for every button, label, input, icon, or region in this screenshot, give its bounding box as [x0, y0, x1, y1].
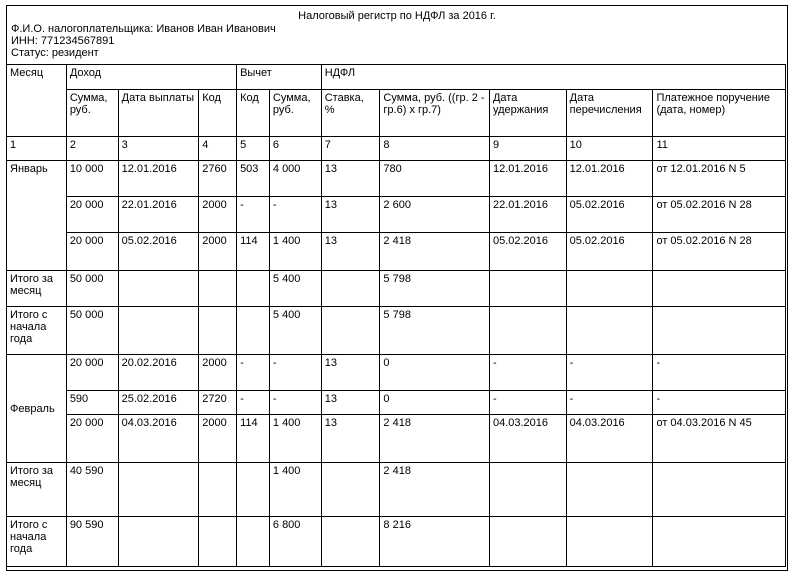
taxpayer-name: Ф.И.О. налогоплательщика: Иванов Иван Иванович — [11, 23, 276, 35]
month-total-label: Итого за месяц — [7, 463, 67, 517]
income-code: 2760 — [199, 161, 237, 197]
month-label-february: Февраль — [7, 355, 67, 463]
month-total-row — [7, 271, 786, 307]
deduction-code: - — [237, 355, 270, 391]
income-header: Доход — [66, 65, 236, 90]
col-number: 10 — [566, 137, 653, 161]
ytd-total-label: Итого с начала года — [7, 307, 67, 355]
tax-rate: 13 — [321, 161, 380, 197]
month-total-row — [7, 463, 786, 517]
col-number: 7 — [321, 137, 380, 161]
deduction-amount: - — [269, 197, 321, 233]
col-number: 11 — [653, 137, 786, 161]
ytd-total-tax: 5 798 — [380, 307, 490, 355]
col-number: 8 — [380, 137, 490, 161]
month-header: Месяц — [7, 65, 67, 137]
col-number: 6 — [269, 137, 321, 161]
month-total-tax: 5 798 — [380, 271, 490, 307]
table-row — [7, 161, 786, 197]
month-total-deduction: 5 400 — [269, 271, 321, 307]
withhold-date: 04.03.2016 — [489, 415, 566, 463]
ytd-total-row — [7, 517, 786, 567]
deduction-amount: 1 400 — [269, 233, 321, 271]
transfer-date: - — [566, 391, 653, 415]
tax-amount: 0 — [380, 355, 490, 391]
payment-order: от 04.03.2016 N 45 — [653, 415, 786, 463]
ytd-total-amount: 90 590 — [66, 517, 118, 567]
col-number: 1 — [7, 137, 67, 161]
col-number: 5 — [237, 137, 270, 161]
rate-header: Ставка, % — [321, 90, 380, 137]
register-table — [6, 64, 786, 567]
deduction-code: 114 — [237, 233, 270, 271]
tax-rate: 13 — [321, 415, 380, 463]
table-row — [7, 391, 786, 415]
transfer-date: 05.02.2016 — [566, 197, 653, 233]
sub-header-row — [7, 90, 786, 137]
ndfl-amount-header: Сумма, руб. ((гр. 2 - гр.6) x гр.7) — [380, 90, 490, 137]
table-row — [7, 233, 786, 271]
month-total-tax: 2 418 — [380, 463, 490, 517]
ytd-total-tax: 8 216 — [380, 517, 490, 567]
income-code: 2720 — [199, 391, 237, 415]
deduction-code: 114 — [237, 415, 270, 463]
table-row — [7, 415, 786, 463]
deduction-amount-header: Сумма, руб. — [269, 90, 321, 137]
ytd-total-row — [7, 307, 786, 355]
month-total-label: Итого за месяц — [7, 271, 67, 307]
ytd-total-deduction: 6 800 — [269, 517, 321, 567]
table-row — [7, 197, 786, 233]
income-code: 2000 — [199, 233, 237, 271]
ytd-total-amount: 50 000 — [66, 307, 118, 355]
withhold-date: 22.01.2016 — [489, 197, 566, 233]
income-amount: 590 — [66, 391, 118, 415]
payment-date: 25.02.2016 — [118, 391, 199, 415]
tax-rate: 13 — [321, 391, 380, 415]
transfer-date: 04.03.2016 — [566, 415, 653, 463]
table-row — [7, 355, 786, 391]
taxpayer-status: Статус: резидент — [11, 47, 99, 59]
deduction-code-header: Код — [237, 90, 270, 137]
income-amount: 20 000 — [66, 233, 118, 271]
deduction-code: - — [237, 391, 270, 415]
tax-register-document — [6, 5, 788, 571]
transfer-date: 05.02.2016 — [566, 233, 653, 271]
income-code: 2000 — [199, 415, 237, 463]
payment-order: от 05.02.2016 N 28 — [653, 197, 786, 233]
payment-order: от 12.01.2016 N 5 — [653, 161, 786, 197]
register-title: Налоговый регистр по НДФЛ за 2016 г. — [298, 10, 496, 22]
ytd-total-label: Итого с начала года — [7, 517, 67, 567]
income-amount: 20 000 — [66, 415, 118, 463]
month-total-amount: 40 590 — [66, 463, 118, 517]
income-code: 2000 — [199, 197, 237, 233]
deduction-amount: - — [269, 391, 321, 415]
withhold-date-header: Дата удержания — [489, 90, 566, 137]
taxpayer-inn: ИНН: 771234567891 — [11, 35, 115, 47]
payment-date-header: Дата выплаты — [118, 90, 199, 137]
col-number: 2 — [66, 137, 118, 161]
tax-rate: 13 — [321, 197, 380, 233]
income-amount: 20 000 — [66, 197, 118, 233]
column-number-row — [7, 137, 786, 161]
col-number: 9 — [489, 137, 566, 161]
payment-order: - — [653, 391, 786, 415]
tax-amount: 2 600 — [380, 197, 490, 233]
deduction-amount: - — [269, 355, 321, 391]
transfer-date: 12.01.2016 — [566, 161, 653, 197]
tax-rate: 13 — [321, 355, 380, 391]
deduction-code: - — [237, 197, 270, 233]
income-amount: 20 000 — [66, 355, 118, 391]
ndfl-header: НДФЛ — [321, 65, 785, 90]
transfer-date-header: Дата перечисления — [566, 90, 653, 137]
income-code-header: Код — [199, 90, 237, 137]
deduction-amount: 1 400 — [269, 415, 321, 463]
income-amount-header: Сумма, руб. — [66, 90, 118, 137]
month-label-january: Январь — [7, 161, 67, 271]
tax-amount: 0 — [380, 391, 490, 415]
payment-order: от 05.02.2016 N 28 — [653, 233, 786, 271]
month-total-amount: 50 000 — [66, 271, 118, 307]
payment-date: 22.01.2016 — [118, 197, 199, 233]
ytd-total-deduction: 5 400 — [269, 307, 321, 355]
col-number: 3 — [118, 137, 199, 161]
income-code: 2000 — [199, 355, 237, 391]
payment-date: 05.02.2016 — [118, 233, 199, 271]
tax-amount: 2 418 — [380, 415, 490, 463]
month-total-deduction: 1 400 — [269, 463, 321, 517]
col-number: 4 — [199, 137, 237, 161]
transfer-date: - — [566, 355, 653, 391]
payment-date: 20.02.2016 — [118, 355, 199, 391]
deduction-amount: 4 000 — [269, 161, 321, 197]
tax-amount: 780 — [380, 161, 490, 197]
income-amount: 10 000 — [66, 161, 118, 197]
withhold-date: - — [489, 391, 566, 415]
withhold-date: - — [489, 355, 566, 391]
tax-rate: 13 — [321, 233, 380, 271]
withhold-date: 05.02.2016 — [489, 233, 566, 271]
withhold-date: 12.01.2016 — [489, 161, 566, 197]
deduction-header: Вычет — [237, 65, 322, 90]
payment-date: 04.03.2016 — [118, 415, 199, 463]
payment-order-header: Платежное поручение (дата, номер) — [653, 90, 786, 137]
deduction-code: 503 — [237, 161, 270, 197]
tax-amount: 2 418 — [380, 233, 490, 271]
payment-order: - — [653, 355, 786, 391]
payment-date: 12.01.2016 — [118, 161, 199, 197]
group-header-row — [7, 65, 786, 90]
